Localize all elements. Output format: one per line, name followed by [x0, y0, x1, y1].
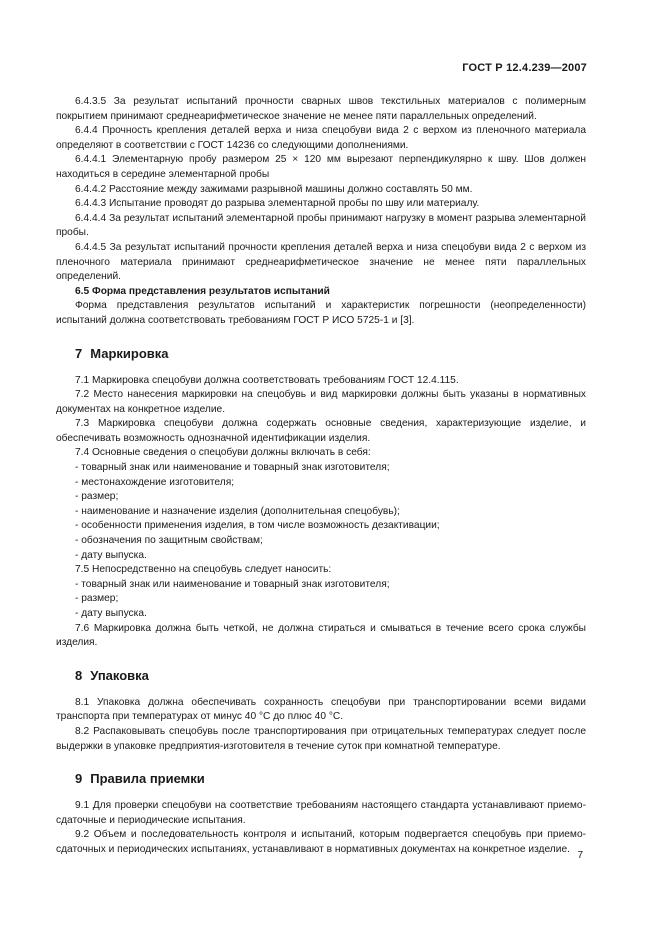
- list-item: - размер;: [75, 491, 119, 503]
- list-item: - особенности применения изделия, в том числе возможность дезактивации;: [75, 520, 440, 532]
- list-item: - местонахождение изготовителя;: [75, 476, 235, 488]
- list-item: - обозначения по защитным свойствам;: [75, 535, 263, 547]
- paragraph: 7.2 Место нанесения маркировки на спецобувь и вид маркировки должны быть указаны в нормативных документах на конкретное изделие.: [56, 389, 586, 415]
- paragraph: 6.4.4 Прочность крепления деталей верха и низа спецобуви вида 2 с верхом из пленочного материала определяют в соответствии с ГОСТ 14236 со следующими дополнениями.: [56, 125, 586, 151]
- section-heading: [75, 771, 586, 787]
- section-title: Маркировка: [90, 345, 169, 361]
- list-item: - наименование и назначение изделия (дополнительная спецобувь);: [75, 505, 400, 517]
- paragraph: 7.4 Основные сведения о спецобуви должны включать в себя:: [75, 447, 371, 459]
- paragraph: 6.4.4.2 Расстояние между зажимами разрывной машины должно составлять 50 мм.: [75, 183, 473, 195]
- paragraph: 6.4.3.5 За результат испытаний прочности сварных швов текстильных материалов с полимерным покрытием принимают среднеарифметическое значение не менее пяти параллельных определений.: [56, 96, 586, 122]
- paragraph: 8.2 Распаковывать спецобувь после транспортирования при отрицательных температурах следует после выдержки в упаковке предприятия-изготовителя в течение суток при комнатной температуре.: [56, 725, 586, 752]
- list-item: - дату выпуска.: [75, 549, 147, 561]
- list-item: - товарный знак или наименование и товарный знак изготовителя;: [75, 462, 390, 474]
- section-number: 8: [75, 667, 83, 683]
- paragraph: Форма представления результатов испытаний и характеристик погрешности (неопределенности) испытаний должна соответствовать требованиям ГОСТ Р ИСО 5725-1 и [3].: [56, 300, 586, 326]
- section-title: Правила приемки: [90, 771, 205, 787]
- subsection-heading: 6.5 Форма представления результатов испытаний: [75, 285, 330, 297]
- section-title: Упаковка: [90, 667, 149, 683]
- list-item: - товарный знак или наименование и товарный знак изготовителя;: [75, 578, 390, 590]
- paragraph: 6.4.4.5 За результат испытаний прочности крепления деталей верха и низа спецобуви вида 2 с верхом из пленочного материала принимают среднеарифметическое значение не менее пяти параллельных определений.: [56, 241, 586, 283]
- page-number: 7: [577, 850, 583, 861]
- paragraph: 9.1 Для проверки спецобуви на соответствие требованиям настоящего стандарта устанавливают приемо-сдаточные и периодические испытания.: [56, 800, 586, 826]
- section-number: 7: [75, 345, 83, 361]
- section-heading: [75, 668, 586, 684]
- paragraph: 7.1 Маркировка спецобуви должна соответствовать требованиям ГОСТ 12.4.115.: [75, 374, 459, 386]
- paragraph: 6.4.4.4 За результат испытаний элементарной пробы принимают нагрузку в момент разрыва элементарной пробы.: [56, 212, 586, 239]
- paragraph: 7.6 Маркировка должна быть четкой, не должна стираться и смываться в течение всего срока службы изделия.: [56, 622, 586, 649]
- page-header: ГОСТ Р 12.4.239—2007: [462, 62, 587, 74]
- document-body: [56, 95, 586, 858]
- paragraph: 6.4.4.1 Элементарную пробу размером 25 × 120 мм вырезают перпендикулярно к шву. Шов должен находиться в середине элементарной пробы: [56, 154, 586, 180]
- paragraph: 7.5 Непосредственно на спецобувь следует наносить:: [75, 564, 332, 576]
- section-number: 9: [75, 771, 83, 787]
- paragraph: 7.3 Маркировка спецобуви должна содержать основные сведения, характеризующие изделие, и обеспечивать возможность однозначной идентификации изделия.: [56, 418, 586, 444]
- paragraph: 6.4.4.3 Испытание проводят до разрыва элементарной пробы по шву или материалу.: [75, 198, 480, 210]
- paragraph: 9.2 Объем и последовательность контроля и испытаний, которым подвергается спецобувь при приемо-сдаточных и периодических испытаниях, устанавливают в нормативных документах на конкретное изделие.: [56, 829, 586, 855]
- list-item: - дату выпуска.: [75, 608, 147, 619]
- list-item: - размер;: [75, 593, 119, 605]
- paragraph: 8.1 Упаковка должна обеспечивать сохранность спецобуви при транспортировании всеми видами транспорта при температурах от минус 40 °С до плюс 40 °С.: [56, 696, 586, 723]
- section-heading: [75, 346, 586, 362]
